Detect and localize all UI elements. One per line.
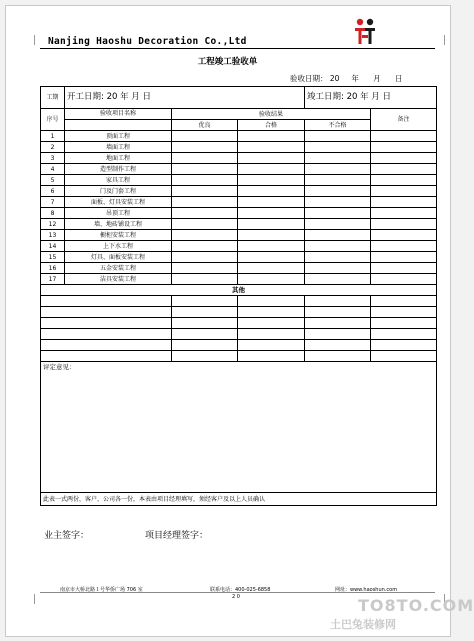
result-good-cell[interactable] [172,208,238,219]
header-pass: 合格 [238,120,305,131]
company-name: Nanjing Haoshu Decoration Co.,Ltd [48,36,247,47]
remark-cell[interactable] [371,263,437,274]
result-good-cell[interactable] [172,241,238,252]
other-cell[interactable] [238,340,305,351]
header-remark: 备注 [371,109,437,131]
result-pass-cell[interactable] [238,241,305,252]
result-good-cell[interactable] [172,252,238,263]
item-name: 五金安装工程 [65,263,172,274]
form-note: 此表一式两份，客户、公司各一份，本表由项目经理填写，须经客户及以上人员确认 [41,493,437,506]
result-fail-cell[interactable] [305,175,371,186]
result-fail-cell[interactable] [305,186,371,197]
other-cell[interactable] [41,296,172,307]
remark-cell[interactable] [371,197,437,208]
footer-website: 网址：www.haoshun.com [335,587,398,593]
result-fail-cell[interactable] [305,263,371,274]
schedule-label: 工期 [41,87,65,109]
result-good-cell[interactable] [172,219,238,230]
page-corner-mark [34,35,43,45]
result-good-cell[interactable] [172,186,238,197]
item-number: 17 [41,274,65,285]
result-pass-cell[interactable] [238,186,305,197]
acceptance-date: 验收日期： 20 年 月 日 [290,74,403,83]
manager-signature-label: 项目经理签字： [145,531,209,541]
header-fail: 不合格 [305,120,371,131]
result-pass-cell[interactable] [238,263,305,274]
table-row [41,241,437,252]
other-cell[interactable] [41,307,172,318]
item-name: 上下水工程 [65,241,172,252]
table-row [41,186,437,197]
result-good-cell[interactable] [172,153,238,164]
acceptance-table [40,86,437,506]
watermark-site-name: 土巴兔装修网 [330,618,396,631]
page-corner-mark [436,35,445,45]
table-row [41,142,437,153]
company-logo-icon [352,17,378,45]
result-pass-cell[interactable] [238,197,305,208]
other-cell[interactable] [41,351,172,362]
footer-phone: 联系电话：400-025-6858 [210,587,271,593]
result-good-cell[interactable] [172,230,238,241]
item-number: 1 [41,131,65,142]
result-good-cell[interactable] [172,175,238,186]
other-row [41,296,437,307]
item-name: 面板、灯具安装工程 [65,197,172,208]
item-number: 16 [41,263,65,274]
result-good-cell[interactable] [172,131,238,142]
remark-cell[interactable] [371,153,437,164]
item-number: 5 [41,175,65,186]
other-cell[interactable] [238,351,305,362]
other-cell[interactable] [371,329,437,340]
other-cell[interactable] [371,340,437,351]
opinion-field[interactable] [41,362,437,493]
other-cell[interactable] [41,329,172,340]
result-good-cell[interactable] [172,142,238,153]
result-pass-cell[interactable] [238,142,305,153]
item-number: 12 [41,219,65,230]
header-result: 验收结果 [172,109,371,120]
table-row [41,164,437,175]
result-fail-cell[interactable] [305,164,371,175]
other-cell[interactable] [305,307,371,318]
other-cell[interactable] [172,329,238,340]
remark-cell[interactable] [371,164,437,175]
page-corner-mark [34,594,43,604]
result-good-cell[interactable] [172,164,238,175]
other-cell[interactable] [238,318,305,329]
item-name: 门及门套工程 [65,186,172,197]
item-name: 墙、地砖铺设工程 [65,219,172,230]
other-cell[interactable] [305,351,371,362]
other-cell[interactable] [41,340,172,351]
other-cell[interactable] [172,318,238,329]
item-number: 3 [41,153,65,164]
result-good-cell[interactable] [172,197,238,208]
other-cell[interactable] [172,340,238,351]
remark-cell[interactable] [371,186,437,197]
item-number: 7 [41,197,65,208]
table-row [41,153,437,164]
result-good-cell[interactable] [172,274,238,285]
other-cell[interactable] [371,307,437,318]
table-row [41,274,437,285]
result-pass-cell[interactable] [238,252,305,263]
table-row [41,230,437,241]
result-pass-cell[interactable] [238,219,305,230]
table-row [41,219,437,230]
other-row [41,329,437,340]
header-item-blank [65,120,172,131]
result-fail-cell[interactable] [305,131,371,142]
remark-cell[interactable] [371,252,437,263]
header-good: 优良 [172,120,238,131]
result-pass-cell[interactable] [238,131,305,142]
other-cell[interactable] [172,296,238,307]
result-fail-cell[interactable] [305,230,371,241]
end-date-field[interactable]: 竣工日期: 20 年 月 日 [305,87,437,109]
header-rule [40,48,435,49]
result-pass-cell[interactable] [238,230,305,241]
header-row [41,109,437,120]
result-fail-cell[interactable] [305,142,371,153]
other-cell[interactable] [371,351,437,362]
item-number: 15 [41,252,65,263]
other-cell[interactable] [41,318,172,329]
item-number: 2 [41,142,65,153]
item-number: 4 [41,164,65,175]
header-item-name: 验收项目名称 [65,109,172,120]
remark-cell[interactable] [371,230,437,241]
result-pass-cell[interactable] [238,153,305,164]
table-row [41,175,437,186]
opinion-label: 评定意见： [43,363,76,371]
other-cell[interactable] [305,318,371,329]
table-row [41,252,437,263]
remark-cell[interactable] [371,175,437,186]
item-name: 家具工程 [65,175,172,186]
table-row [41,208,437,219]
other-cell[interactable] [238,296,305,307]
item-number: 6 [41,186,65,197]
other-cell[interactable] [305,329,371,340]
item-name: 墙面工程 [65,142,172,153]
schedule-row [41,87,437,109]
item-name: 吊顶工程 [65,208,172,219]
result-pass-cell[interactable] [238,274,305,285]
owner-signature-label: 业主签字： [44,531,90,541]
other-cell[interactable] [172,307,238,318]
watermark-domain: TO8TO.COM [358,596,474,615]
item-name: 橱柜安装工程 [65,230,172,241]
table-row [41,131,437,142]
opinion-row [41,362,437,493]
other-header-row [41,285,437,296]
result-pass-cell[interactable] [238,208,305,219]
result-fail-cell[interactable] [305,274,371,285]
result-fail-cell[interactable] [305,153,371,164]
other-row [41,307,437,318]
page-number: 2 0 [232,594,240,600]
item-name: 顶面工程 [65,131,172,142]
other-row [41,340,437,351]
item-name: 洁具安装工程 [65,274,172,285]
remark-cell[interactable] [371,219,437,230]
result-fail-cell[interactable] [305,252,371,263]
footer-address: 南京市大桥北路１号华侨广场 706 室 [60,587,143,593]
other-cell[interactable] [371,296,437,307]
table-row [41,197,437,208]
other-cell[interactable] [238,307,305,318]
other-label: 其他 [41,285,437,296]
note-row [41,493,437,506]
remark-cell[interactable] [371,142,437,153]
remark-cell[interactable] [371,274,437,285]
other-cell[interactable] [238,329,305,340]
table-row [41,263,437,274]
other-cell[interactable] [371,318,437,329]
other-row [41,351,437,362]
start-date-field[interactable]: 开工日期: 20 年 月 日 [65,87,305,109]
remark-cell[interactable] [371,241,437,252]
item-number: 13 [41,230,65,241]
item-name: 造型制作工程 [65,164,172,175]
remark-cell[interactable] [371,131,437,142]
form-title: 工程竣工验收单 [197,57,258,67]
result-fail-cell[interactable] [305,241,371,252]
result-good-cell[interactable] [172,263,238,274]
result-fail-cell[interactable] [305,219,371,230]
item-name: 灯具、面板安装工程 [65,252,172,263]
result-fail-cell[interactable] [305,208,371,219]
other-cell[interactable] [305,340,371,351]
remark-cell[interactable] [371,208,437,219]
item-name: 地面工程 [65,153,172,164]
result-fail-cell[interactable] [305,197,371,208]
result-pass-cell[interactable] [238,164,305,175]
item-number: 8 [41,208,65,219]
other-cell[interactable] [172,351,238,362]
header-no: 序号 [41,109,65,131]
result-pass-cell[interactable] [238,175,305,186]
other-cell[interactable] [305,296,371,307]
item-number: 14 [41,241,65,252]
other-row [41,318,437,329]
